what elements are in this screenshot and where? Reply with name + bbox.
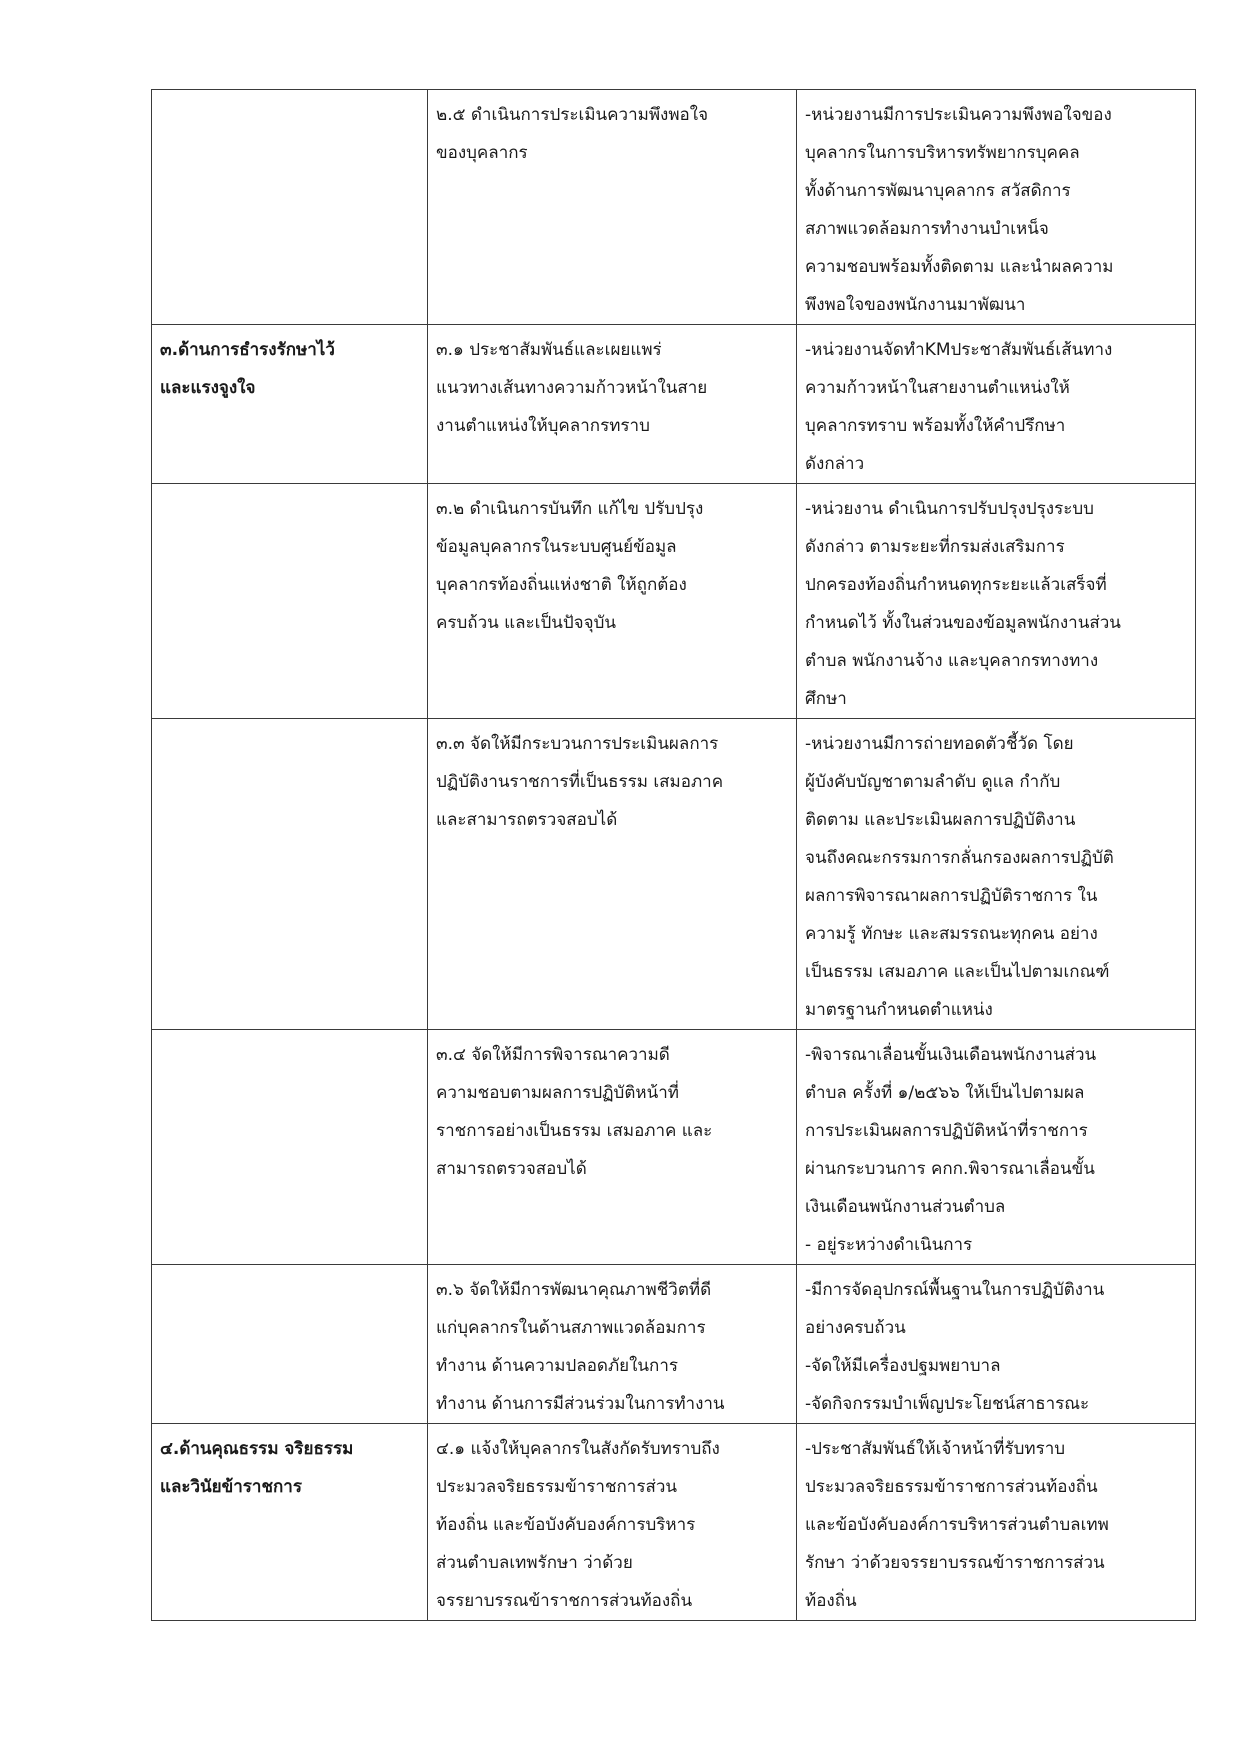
result-cell: -พิจารณาเลื่อนขั้นเงินเดือนพนักงานส่วน ตำบล ครั้งที่ ๑/๒๕๖๖ ให้เป็นไปตามผล การประเมินผลการปฏิบัติหน้าที่ราชการ ผ่านกระบวนการ คกก.พิจารณาเลื่อนขั้น เงินเดือนพนักงานส่วนตำบล - อยู่ระหว่างดำเนินการ bbox=[797, 1030, 1196, 1265]
table-row bbox=[152, 1030, 1196, 1265]
area-cell bbox=[152, 1265, 428, 1424]
item-cell: ๓.๑ ประชาสัมพันธ์และเผยแพร่ แนวทางเส้นทางความก้าวหน้าในสาย งานตำแหน่งให้บุคลากรทราบ bbox=[428, 325, 797, 484]
area-cell bbox=[152, 719, 428, 1030]
table-row bbox=[152, 719, 1196, 1030]
table-row bbox=[152, 1265, 1196, 1424]
area-cell: ๓.ด้านการธำรงรักษาไว้ และแรงจูงใจ bbox=[152, 325, 428, 484]
result-cell: -หน่วยงานมีการถ่ายทอดตัวชี้วัด โดย ผู้บังคับบัญชาตามลำดับ ดูแล กำกับ ติดตาม และประเมินผลการปฏิบัติงาน จนถึงคณะกรรมการกลั่นกรองผลการปฏิบัติ ผลการพิจารณาผลการปฏิบัติราชการ ใน ความรู้ ทักษะ และสมรรถนะทุกคน อย่าง เป็นธรรม เสมอภาค และเป็นไปตามเกณฑ์ มาตรฐานกำหนดตำแหน่ง bbox=[797, 719, 1196, 1030]
result-cell: -หน่วยงาน ดำเนินการปรับปรุงปรุงระบบ ดังกล่าว ตามระยะที่กรมส่งเสริมการ ปกครองท้องถิ่นกำหนดทุกระยะแล้วเสร็จที่ กำหนดไว้ ทั้งในส่วนของข้อมูลพนักงานส่วน ตำบล พนักงานจ้าง และบุคลากรทางทาง ศึกษา bbox=[797, 484, 1196, 719]
area-cell: ๔.ด้านคุณธรรม จริยธรรม และวินัยข้าราชการ bbox=[152, 1424, 428, 1621]
item-cell: ๓.๔ จัดให้มีการพิจารณาความดี ความชอบตามผลการปฏิบัติหน้าที่ ราชการอย่างเป็นธรรม เสมอภาค และ สามารถตรวจสอบได้ bbox=[428, 1030, 797, 1265]
result-cell: -ประชาสัมพันธ์ให้เจ้าหน้าที่รับทราบ ประมวลจริยธรรมข้าราชการส่วนท้องถิ่น และข้อบังคับองค์การบริหารส่วนตำบลเทพ รักษา ว่าด้วยจรรยาบรรณข้าราชการส่วน ท้องถิ่น bbox=[797, 1424, 1196, 1621]
item-cell: ๓.๒ ดำเนินการบันทึก แก้ไข ปรับปรุง ข้อมูลบุคลากรในระบบศูนย์ข้อมูล บุคลากรท้องถิ่นแห่งชาติ ให้ถูกต้อง ครบถ้วน และเป็นปัจจุบัน bbox=[428, 484, 797, 719]
result-cell: -หน่วยงานจัดทำKMประชาสัมพันธ์เส้นทาง ความก้าวหน้าในสายงานตำแหน่งให้ บุคลากรทราบ พร้อมทั้งให้คำปรึกษา ดังกล่าว bbox=[797, 325, 1196, 484]
result-cell: -มีการจัดอุปกรณ์พื้นฐานในการปฏิบัติงาน อย่างครบถ้วน -จัดให้มีเครื่องปฐมพยาบาล -จัดกิจกรรมบำเพ็ญประโยชน์สาธารณะ bbox=[797, 1265, 1196, 1424]
item-cell: ๓.๓ จัดให้มีกระบวนการประเมินผลการ ปฏิบัติงานราชการที่เป็นธรรม เสมอภาค และสามารถตรวจสอบได้ bbox=[428, 719, 797, 1030]
area-cell bbox=[152, 484, 428, 719]
result-cell: -หน่วยงานมีการประเมินความพึงพอใจของ บุคลากรในการบริหารทรัพยากรบุคคล ทั้งด้านการพัฒนาบุคลากร สวัสดิการ สภาพแวดล้อมการทำงานบำเหน็จ ความชอบพร้อมทั้งติดตาม และนำผลความ พึงพอใจของพนักงานมาพัฒนา bbox=[797, 90, 1196, 325]
table-row bbox=[152, 1424, 1196, 1621]
area-cell bbox=[152, 1030, 428, 1265]
hr-plan-table bbox=[151, 89, 1196, 1621]
item-cell: ๓.๖ จัดให้มีการพัฒนาคุณภาพชีวิตที่ดี แก่บุคลากรในด้านสภาพแวดล้อมการ ทำงาน ด้านความปลอดภัยในการ ทำงาน ด้านการมีส่วนร่วมในการทำงาน bbox=[428, 1265, 797, 1424]
item-cell: ๒.๕ ดำเนินการประเมินความพึงพอใจ ของบุคลากร bbox=[428, 90, 797, 325]
item-cell: ๔.๑ แจ้งให้บุคลากรในสังกัดรับทราบถึง ประมวลจริยธรรมข้าราชการส่วน ท้องถิ่น และข้อบังคับองค์การบริหาร ส่วนตำบลเทพรักษา ว่าด้วย จรรยาบรรณข้าราชการส่วนท้องถิ่น bbox=[428, 1424, 797, 1621]
area-cell bbox=[152, 90, 428, 325]
table-row bbox=[152, 325, 1196, 484]
table-row bbox=[152, 90, 1196, 325]
table-row bbox=[152, 484, 1196, 719]
